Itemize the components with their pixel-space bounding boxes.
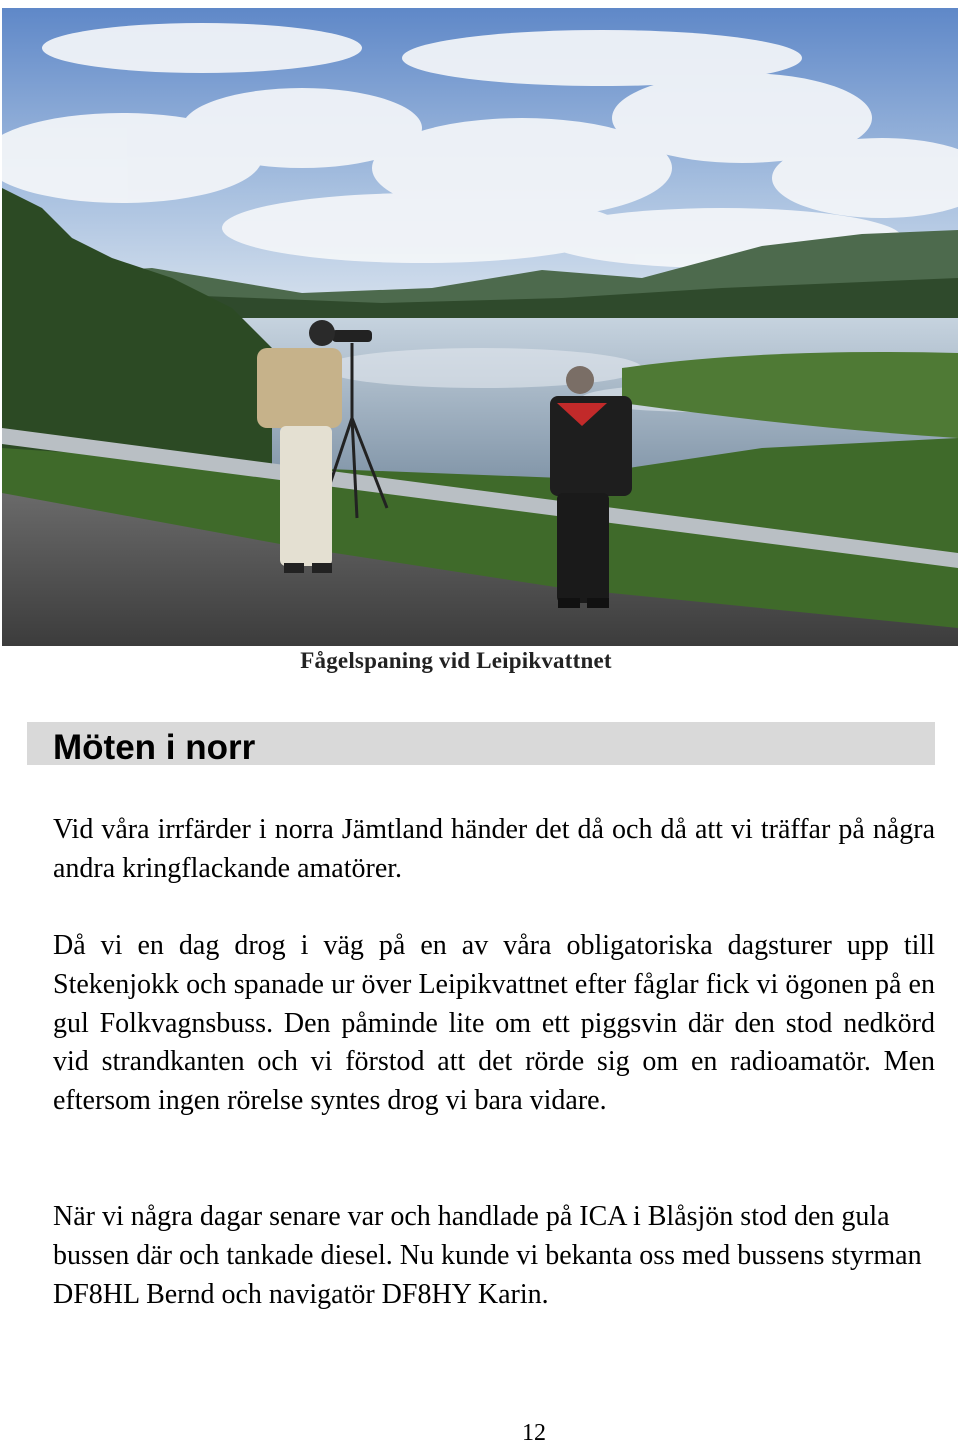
- spotting-scope: [332, 330, 372, 342]
- section-heading: Möten i norr: [53, 728, 256, 767]
- paragraph-2: Då vi en dag drog i väg på en av våra obligatoriska dagsturer upp till Stekenjokk och spanade ur över Leipikvattnet efter fåglar fick vi ögonen på en gul Folkvagnsbuss. Den påminde lite om ett piggsvin där den stod nedkörd vid strandkanten och vi förstod att det rörde sig om en radioamatör. Men eftersom ingen rörelse syntes drog vi bara vidare.: [53, 930, 935, 1117]
- paragraph-1: Vid våra irrfärder i norra Jämtland händer det då och då att vi träffar på några andra kringflackande amatörer.: [53, 814, 935, 884]
- page-number: 12: [522, 1420, 546, 1446]
- lake-photograph: [2, 8, 958, 646]
- photo-caption: Fågelspaning vid Leipikvattnet: [300, 648, 612, 673]
- paragraph-3: När vi några dagar senare var och handlade på ICA i Blåsjön stod den gula bussen där och tankade diesel. Nu kunde vi bekanta oss med bussens styrman DF8HL Bernd och navigatör DF8HY Karin.: [53, 1201, 922, 1310]
- landscape-illustration: [2, 8, 958, 646]
